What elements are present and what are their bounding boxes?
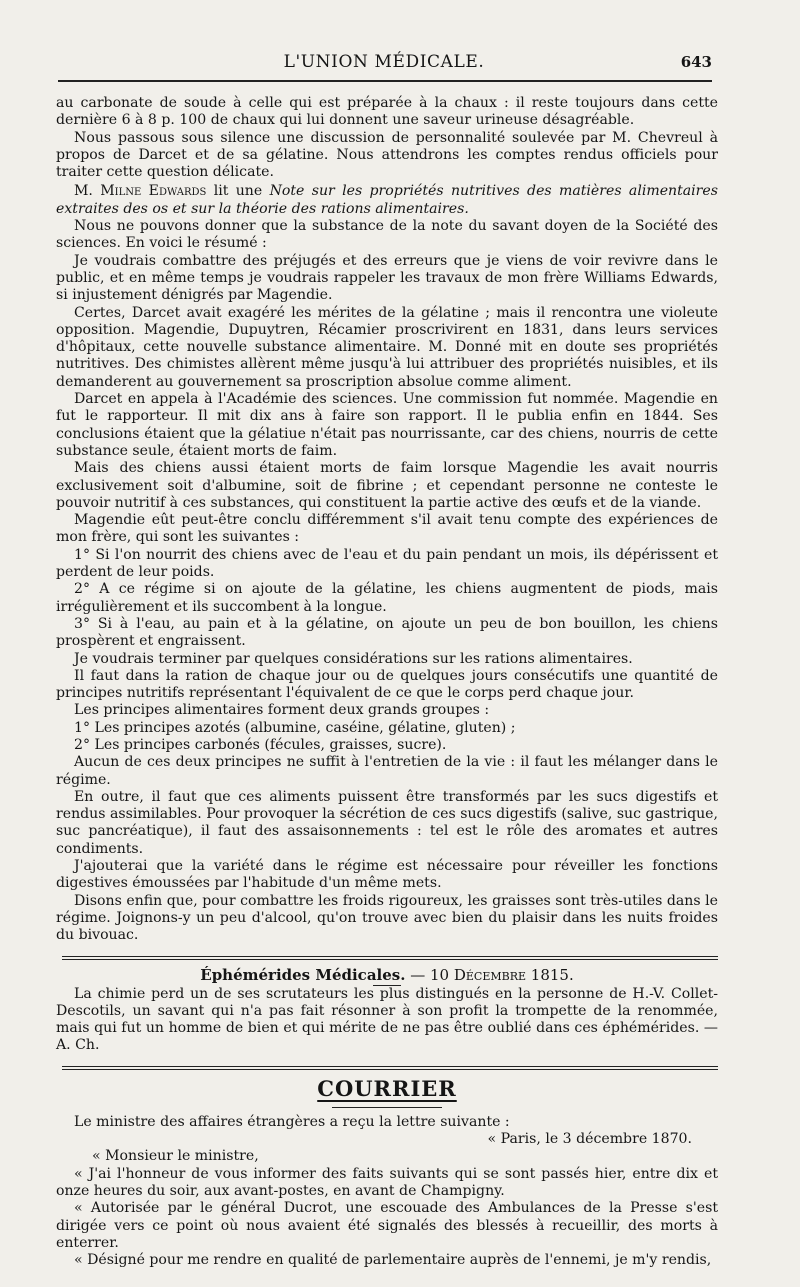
courrier-line: Le ministre des affaires étrangères a reçu la lettre suivante : — [74, 1113, 510, 1130]
paragraph: Je voudrais terminer par quelques considérations sur les rations alimentaires. — [74, 650, 633, 667]
paragraph: Magendie eût peut-être conclu différemment s'il avait tenu compte des expériences de mon frère, qui sont les suivantes : — [56, 512, 718, 546]
paragraph: J'ajouterai que la variété dans le régime est nécessaire pour réveiller les fonctions digestives émoussées par l'habitude d'un même mets. — [56, 858, 718, 892]
milne-edwards-paragraph — [56, 183, 718, 218]
header-rule — [58, 80, 712, 82]
article-body — [56, 95, 718, 1269]
running-title: L'UNION MÉDICALE. — [283, 52, 485, 72]
paragraph: 1° Si l'on nourrit des chiens avec de l'eau et du pain pendant un mois, ils dépérissent et perdent de leur poids. — [56, 546, 718, 581]
ephemerides-date: — 10 Décembre 1815. — [405, 965, 574, 984]
paragraph: Les principes alimentaires forment deux grands groupes : — [74, 702, 490, 719]
speaker-name: M. Milne Edwards — [74, 183, 207, 200]
paragraph: Aucun de ces deux principes ne suffit à l'entretien de la vie : il faut les mélanger dans le régime. — [56, 754, 718, 788]
paragraph: Disons enfin que, pour combattre les froids rigoureux, les graisses sont très-utiles dans le régime. Joignons-y un peu d'alcool, qu'on trouve avec bien du plaisir dans les nuits froides du bivouac. — [56, 892, 718, 944]
paragraph: 2° A ce régime si on ajoute de la gélatine, les chiens augmentent de piods, mais irrégulièrement et ils succombent à la longue. — [56, 581, 718, 615]
courrier-line: « Autorisée par le général Ducrot, une escouade des Ambulances de la Presse s'est dirigée vers ce point où nous avaient été signalés des blessés à recueillir, des morts à enterrer. — [56, 1200, 718, 1251]
note-title: Note sur les propriétés nutritives des matières alimentaires extraites des os et sur la théorie des rations alimentaires. — [56, 183, 718, 217]
courrier-heading: COURRIER — [317, 1075, 457, 1101]
heading-dash — [332, 1107, 442, 1108]
ephemerides-heading — [56, 966, 718, 984]
paragraph: Mais des chiens aussi étaient morts de faim lorsque Magendie les avait nourris exclusivement soit d'albumine, soit de fibrine ; et cependant personne ne conteste le pouvoir nutritif à ces substances, qui constituent la partie active des œufs et de la viande. — [56, 460, 718, 511]
section-divider — [62, 956, 718, 960]
paragraph: 2° Les principes carbonés (fécules, graisses, sucre). — [74, 736, 447, 753]
paragraph: Nous passous sous silence une discussion de personnalité soulevée par M. Chevreul à propos de Darcet et de sa gélatine. Nous attendrons les comptes rendus officiels pour traiter cette question délicate. — [56, 129, 718, 181]
paragraph: Je voudrais combattre des préjugés et des erreurs que je viens de voir revivre dans le public, et en même temps je voudrais rappeler les travaux de mon frère Williams Edwards, si injustement dénigrés par Magendie. — [56, 252, 718, 304]
letter-salutation: « Monsieur le ministre, — [92, 1148, 259, 1165]
paragraph: Darcet en appela à l'Académie des sciences. Une commission fut nommée. Magendie en fut le rapporteur. Il mit dix ans à faire son rapport. Il le publia enfin en 1844. Ses conclusions étaient que la gélatiue n'était pas nourrissante, car des chiens, nourris de cette substance seule, étaient morts de faim. — [56, 391, 718, 459]
ephemerides-text: La chimie perd un de ses scrutateurs les plus distingués en la personne de H.-V. Collet-Descotils, un savant qui n'a pas fait résonner à son profit la trompette de la renommée, mais qui fut un homme de bien et qui mérite de ne pas être oublié dans ces éphémérides. — A. Ch. — [56, 985, 718, 1054]
speaker-lead: lit une — [206, 183, 270, 200]
paragraph: Certes, Darcet avait exagéré les mérites de la gélatine ; mais il rencontra une violeute opposition. Magendie, Dupuytren, Récamier proscrivirent en 1831, dans leurs services d'hôpitaux, cette nouvelle substance alimentaire. M. Donné mit en doute ses propriétés nutritives. Des chimistes allèrent même jusqu'à lui attribuer des propriétés nuisibles, et ils demanderent au gouvernement sa proscription absolue comme aliment. — [56, 304, 718, 390]
paragraph: En outre, il faut que ces aliments puissent être transformés par les sucs digestifs et rendus assimilables. Pour provoquer la sécrétion de ces sucs digestifs (salive, suc gastrique, suc pancréatique), il faut des assaisonnements : tel est le rôle des aromates et autres condiments. — [56, 788, 718, 857]
letter-dateline: « Paris, le 3 décembre 1870. — [487, 1131, 692, 1148]
page-header — [56, 50, 712, 76]
section-divider — [62, 1066, 718, 1070]
ephemerides-title: Éphémérides Médicales. — [200, 965, 406, 984]
courrier-line: « J'ai l'honneur de vous informer des faits suivants qui se sont passés hier, entre dix et onze heures du soir, aux avant-postes, en avant de Champigny. — [56, 1165, 718, 1199]
paragraph: 1° Les principes azotés (albumine, caséine, gélatine, gluten) ; — [74, 719, 516, 736]
paragraph: Il faut dans la ration de chaque jour ou de quelques jours consécutifs une quantité de principes nutritifs représentant l'équivalent de ce que le corps perd chaque jour. — [56, 667, 718, 702]
paragraph: Nous ne pouvons donner que la substance de la note du savant doyen de la Société des sciences. En voici le résumé : — [56, 218, 718, 252]
page-number: 643 — [680, 53, 712, 71]
paragraph: au carbonate de soude à celle qui est préparée à la chaux : il reste toujours dans cette dernière 6 à 8 p. 100 de chaux qui lui donnent une saveur urineuse désagréable. — [56, 95, 718, 129]
courrier-line: « Désigné pour me rendre en qualité de parlementaire auprès de l'ennemi, je m'y rendis, — [74, 1252, 712, 1269]
paragraph: 3° Si à l'eau, au pain et à la gélatine, on ajoute un peu de bon bouillon, les chiens prospèrent et engraissent. — [56, 615, 718, 650]
